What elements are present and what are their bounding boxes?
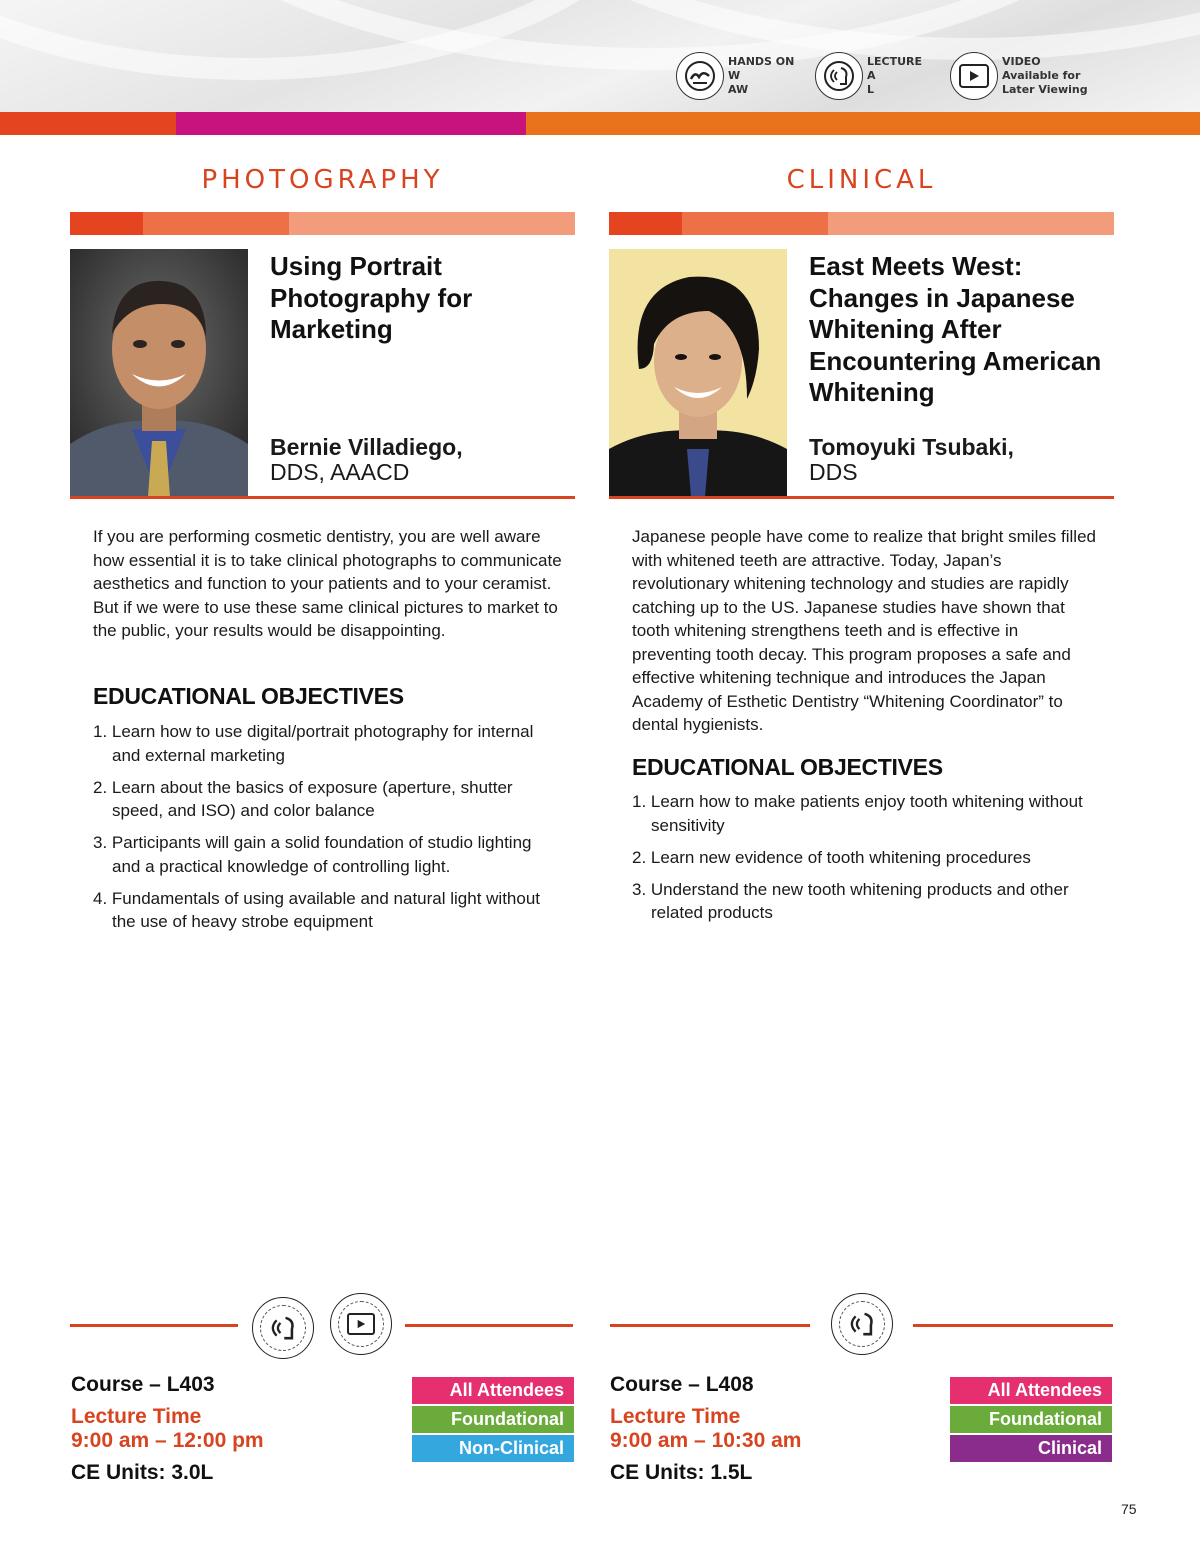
- course-description: If you are performing cosmetic dentistry, you are well aware how essential it is to take clinical photographs to communicate aesthetics and function to your patients and to your ceramist. But if we were to use these same clinical pictures to market to the public, your results would be disappointing.: [93, 527, 562, 640]
- speaker-credentials: DDS: [809, 459, 858, 485]
- footer-rule: [610, 1324, 810, 1327]
- page-number: 75: [1121, 1501, 1137, 1517]
- audience-tag: All Attendees: [950, 1377, 1112, 1404]
- legend-video: VIDEO Available for Later Viewing: [950, 52, 1088, 100]
- header-stripe: [176, 112, 526, 135]
- category-bar: [609, 212, 1114, 235]
- lecture-icon: [252, 1297, 314, 1359]
- objective-item: 4. Fundamentals of using available and natural light without the use of heavy strobe equipment: [93, 888, 541, 931]
- course-info: [610, 1373, 801, 1485]
- type-tag: Non-Clinical: [412, 1435, 574, 1462]
- video-icon: [950, 52, 998, 100]
- speaker-photo: [70, 249, 248, 497]
- ce-units: CE Units: 3.0L: [71, 1461, 214, 1484]
- course-column-right: [609, 135, 1114, 1495]
- legend-lecture: LECTURE A L: [815, 52, 922, 100]
- course-info: [71, 1373, 264, 1485]
- lecture-icon: [831, 1293, 893, 1355]
- speaker-name: Bernie Villadiego,: [270, 434, 463, 460]
- objective-item: 3. Participants will gain a solid foundation of studio lighting and a practical knowledge of controlling light.: [93, 833, 532, 876]
- footer-rule: [405, 1324, 573, 1327]
- objectives-list: [93, 720, 563, 942]
- time-label: Lecture Time: [71, 1405, 202, 1428]
- header-stripe: [526, 112, 1200, 135]
- lecture-time: 9:00 am – 12:00 pm: [71, 1429, 264, 1452]
- course-description: Japanese people have come to realize that bright smiles filled with whitened teeth are attractive. Today, Japan’s revolutionary whitening technology and studies are rapidly catching up to the US. Japanese studies have shown that tooth whitening strengthens teeth and is effective in preventing tooth decay. This program proposes a safe and effective whitening technique and introduces the Japan Academy of Esthetic Dentistry “Whitening Coordinator” to dental hygienists.: [632, 527, 1096, 734]
- divider: [70, 496, 575, 499]
- type-tag: Clinical: [950, 1435, 1112, 1462]
- course-column-left: [70, 135, 575, 1495]
- objectives-heading: EDUCATIONAL OBJECTIVES: [632, 754, 943, 780]
- objective-item: 2. Learn about the basics of exposure (aperture, shutter speed, and ISO) and color balance: [93, 777, 513, 820]
- time-label: Lecture Time: [610, 1405, 741, 1428]
- level-tag: Foundational: [950, 1406, 1112, 1433]
- speaker-block: [270, 435, 463, 485]
- header-stripe: [0, 112, 176, 135]
- footer-rule: [70, 1324, 238, 1327]
- objective-item: 1. Learn how to make patients enjoy tooth whitening without sensitivity: [632, 792, 1083, 835]
- audience-tag: All Attendees: [412, 1377, 574, 1404]
- course-title: Using Portrait Photography for Marketing: [270, 251, 473, 344]
- speaker-credentials: DDS, AAACD: [270, 459, 410, 485]
- ce-units: CE Units: 1.5L: [610, 1461, 753, 1484]
- divider: [609, 496, 1114, 499]
- speaker-name: Tomoyuki Tsubaki,: [809, 434, 1014, 460]
- footer-rule: [913, 1324, 1113, 1327]
- lecture-icon: [815, 52, 863, 100]
- hands-on-icon: [676, 52, 724, 100]
- speaker-block: [809, 435, 1014, 485]
- objectives-heading: EDUCATIONAL OBJECTIVES: [93, 683, 404, 709]
- objectives-list: [632, 790, 1102, 933]
- category-title: PHOTOGRAPHY: [201, 165, 444, 195]
- objective-item: 3. Understand the new tooth whitening products and other related products: [632, 879, 1069, 922]
- legend-hands-on: HANDS ON W AW: [676, 52, 794, 100]
- speaker-photo: [609, 249, 787, 497]
- objective-item: 2. Learn new evidence of tooth whitening procedures: [632, 847, 1031, 867]
- header-banner: [0, 0, 1200, 112]
- course-code: Course – L403: [71, 1373, 215, 1396]
- course-code: Course – L408: [610, 1373, 754, 1396]
- category-bar: [70, 212, 575, 235]
- course-title: East Meets West: Changes in Japanese Whitening After Encountering American Whitening: [809, 251, 1102, 407]
- category-title: CLINICAL: [786, 165, 937, 195]
- objective-item: 1. Learn how to use digital/portrait photography for internal and external marketing: [93, 722, 534, 765]
- level-tag: Foundational: [412, 1406, 574, 1433]
- lecture-time: 9:00 am – 10:30 am: [610, 1429, 802, 1452]
- video-icon: [330, 1293, 392, 1355]
